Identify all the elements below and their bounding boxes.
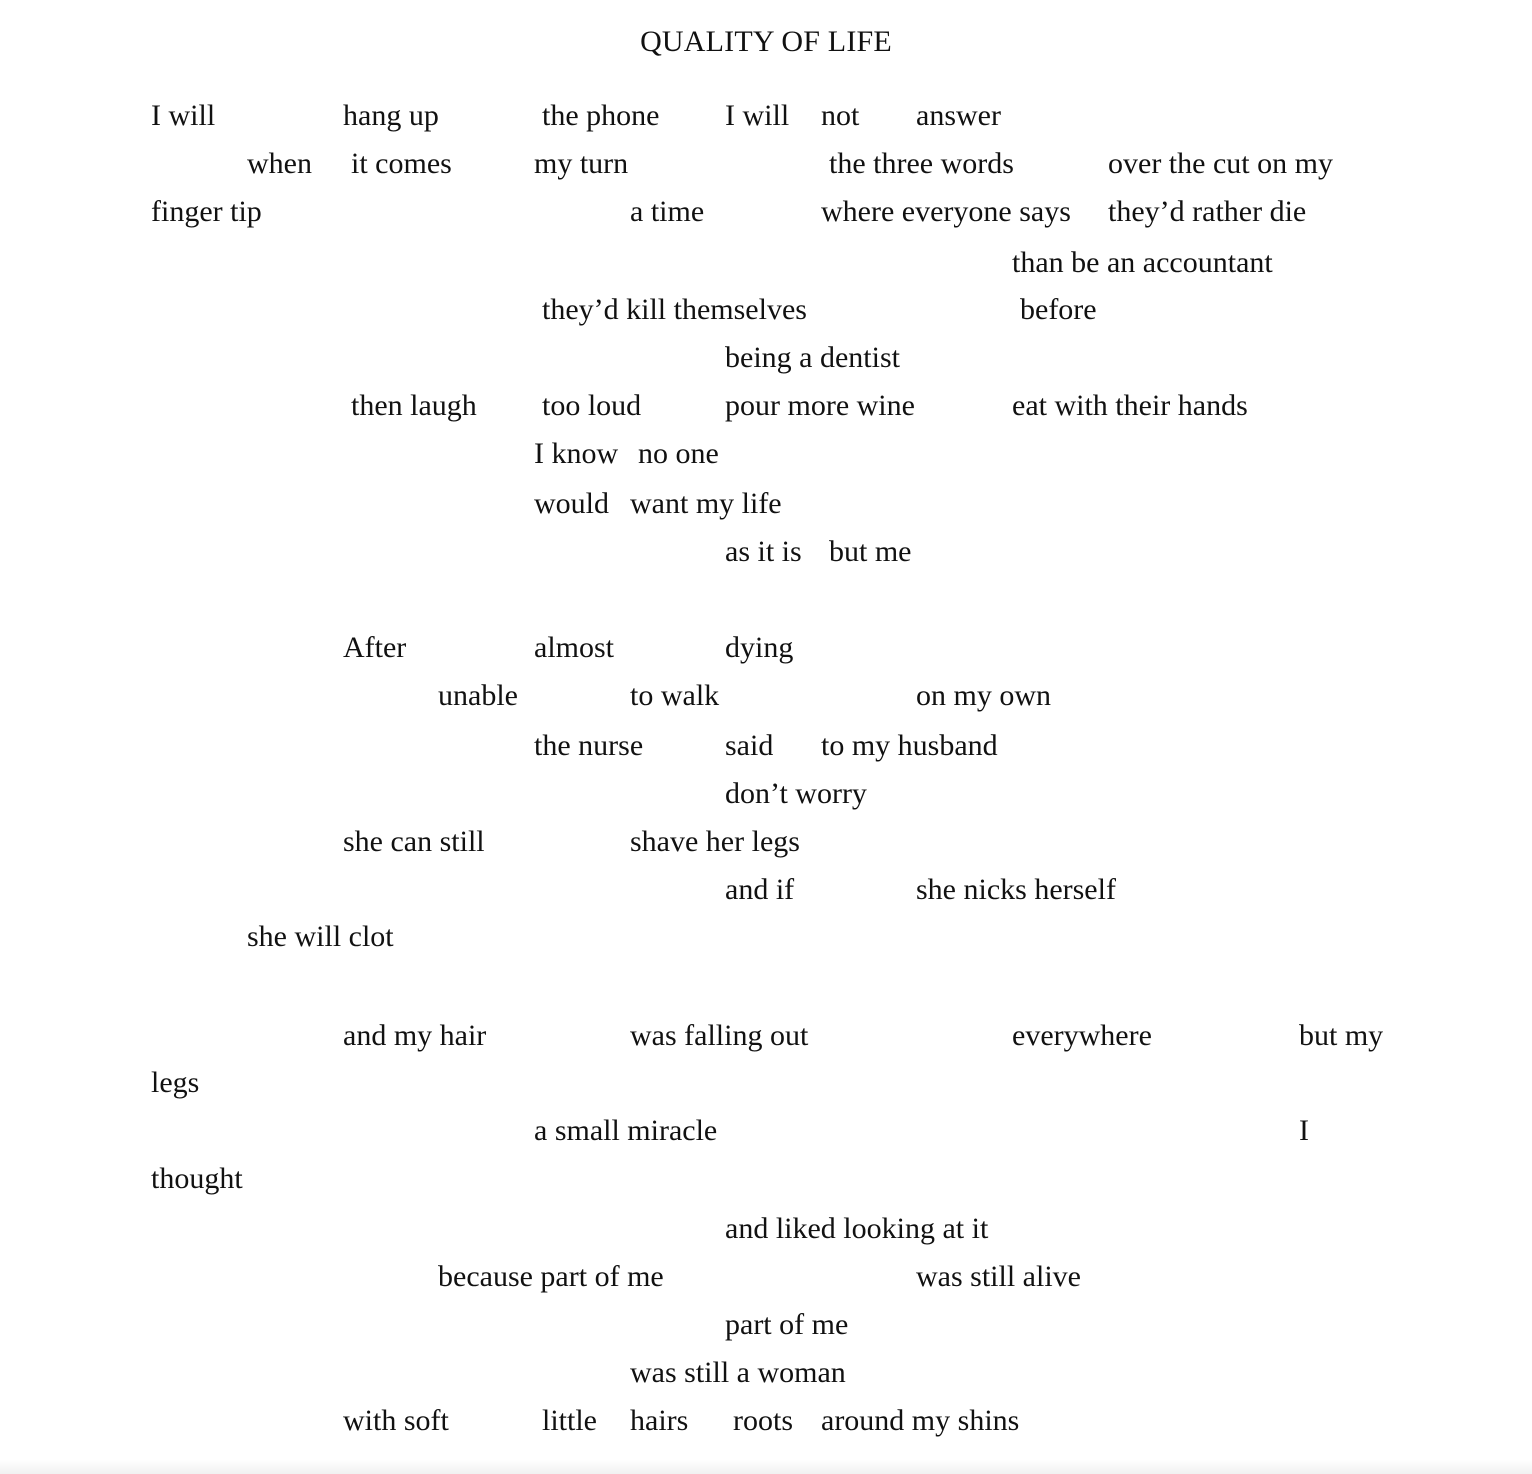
poem-phrase: I will: [151, 99, 216, 132]
poem-title: QUALITY OF LIFE: [640, 25, 892, 58]
poem-phrase: then laugh: [351, 389, 477, 422]
poem-phrase: hang up: [343, 99, 439, 132]
poem-phrase: around my shins: [821, 1404, 1020, 1437]
poem-phrase: on my own: [916, 679, 1051, 712]
poem-phrase: but me: [829, 535, 912, 568]
poem-phrase: unable: [438, 679, 518, 712]
poem-phrase: want my life: [630, 487, 782, 520]
poem-phrase: was still a woman: [630, 1356, 846, 1389]
poem-phrase: eat with their hands: [1012, 389, 1248, 422]
poem-phrase: she will clot: [247, 920, 394, 953]
poem-phrase: I: [1299, 1114, 1309, 1147]
poem-phrase: the nurse: [534, 729, 644, 762]
poem-phrase: with soft: [343, 1404, 449, 1437]
poem-phrase: the three words: [829, 147, 1014, 180]
poem-phrase: they’d kill themselves: [542, 293, 807, 326]
poem-phrase: legs: [151, 1066, 200, 1099]
poem-phrase: she nicks herself: [916, 873, 1116, 906]
poem-phrase: but my: [1299, 1019, 1384, 1052]
poem-phrase: no one: [638, 437, 719, 470]
poem-phrase: because part of me: [438, 1260, 664, 1293]
poem-phrase: to my husband: [821, 729, 998, 762]
poem-phrase: a small miracle: [534, 1114, 718, 1147]
poem-phrase: before: [1020, 293, 1097, 326]
poem-phrase: where everyone says: [821, 195, 1071, 228]
poem-phrase: to walk: [630, 679, 720, 712]
poem-phrase: was still alive: [916, 1260, 1081, 1293]
poem-phrase: it comes: [351, 147, 452, 180]
poem-phrase: being a dentist: [725, 341, 900, 374]
poem-phrase: I know: [534, 437, 619, 470]
poem-phrase: and if: [725, 873, 795, 906]
poem-phrase: and my hair: [343, 1019, 487, 1052]
poem-phrase: too loud: [542, 389, 642, 422]
poem-phrase: as it is: [725, 535, 802, 568]
poem-phrase: the phone: [542, 99, 660, 132]
poem-phrase: said: [725, 729, 774, 762]
poem-phrase: not: [821, 99, 860, 132]
page-bottom-edge: [0, 1460, 1532, 1474]
poem-phrase: everywhere: [1012, 1019, 1152, 1052]
poem-phrase: hairs: [630, 1404, 689, 1437]
poem-phrase: thought: [151, 1162, 243, 1195]
poem-phrase: After: [343, 631, 407, 664]
poem-phrase: pour more wine: [725, 389, 915, 422]
poem-phrase: finger tip: [151, 195, 262, 228]
poem-phrase: she can still: [343, 825, 485, 858]
poem-phrase: little: [542, 1404, 597, 1437]
poem-phrase: roots: [733, 1404, 793, 1437]
poem-phrase: I will: [725, 99, 790, 132]
poem-phrase: would: [534, 487, 609, 520]
poem-phrase: don’t worry: [725, 777, 867, 810]
poem-phrase: shave her legs: [630, 825, 800, 858]
poem-phrase: over the cut on my: [1108, 147, 1333, 180]
poem-phrase: when: [247, 147, 312, 180]
poem-phrase: dying: [725, 631, 794, 664]
poem-phrase: answer: [916, 99, 1001, 132]
poem-phrase: part of me: [725, 1308, 849, 1341]
poem-phrase: they’d rather die: [1108, 195, 1307, 228]
poem-phrase: a time: [630, 195, 705, 228]
poem-phrase: was falling out: [630, 1019, 809, 1052]
poem-phrase: almost: [534, 631, 614, 664]
poem-phrase: and liked looking at it: [725, 1212, 989, 1245]
poem-phrase: my turn: [534, 147, 629, 180]
poem-phrase: than be an accountant: [1012, 246, 1273, 279]
